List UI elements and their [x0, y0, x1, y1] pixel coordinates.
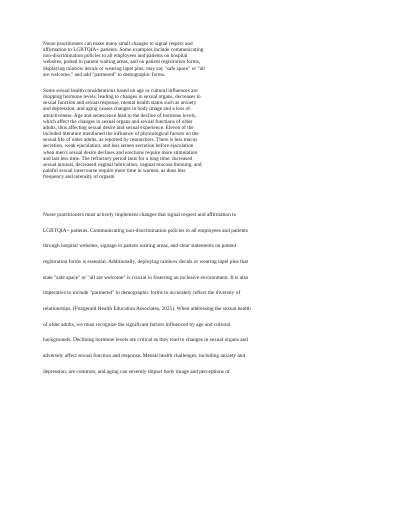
text-line: sexual life of older adults, as reported by researchers. There is less mucus — [43, 137, 198, 144]
text-line: affirmation to LGBTQIA+ patients. Some examples include communicating — [43, 47, 204, 54]
text-line: of older adults, we must recognize the significant factors influenced by age and cultural — [43, 321, 231, 328]
text-line: Nurse practitioners must actively implement changes that signal respect and affirmation to — [43, 212, 237, 218]
text-line: which affect the changes in sexual organs and sexual functions of older — [43, 118, 193, 125]
text-line: registration forms is essential. Additionally, deploying rainbow decals or wearing lapel pins that — [43, 258, 249, 265]
text-line: attractiveness. Age and senescence lead to the decline of hormone levels, — [43, 112, 197, 119]
text-line: sexual arousal, decreased vaginal lubrication, vaginal mucosa thinning, and — [43, 161, 202, 168]
text-line: backgrounds. Declining hormone levels are critical as they lead to changes in sexual organs and — [43, 337, 248, 344]
text-line: adversely affect sexual function and response. Mental health challenges, including anxiety and — [43, 352, 246, 359]
text-line: state "safe space" or "all are welcome" is crucial in fostering an inclusive environment. It is also — [43, 274, 249, 281]
paragraph-sexual-health-age — [43, 88, 361, 180]
text-line: dropping hormone levels, leading to changes in sexual organs, decreases in — [43, 94, 201, 101]
text-line: depression, are common, and aging can severely impact body image and perceptions of — [43, 368, 230, 375]
text-line: LGBTQIA+ patients. Communicating non-discrimination policies to all employees and patients — [43, 227, 248, 234]
text-line: when men's sexual desire declines and erections require more stimulation — [43, 149, 198, 156]
text-line: relationships. (Fitzgerald Health Education Associates, 2025). When addressing the sexual health — [43, 305, 251, 312]
text-line: Some sexual health considerations based on age or cultural influences are — [43, 88, 198, 94]
paragraph-revised-double-spaced — [43, 208, 361, 380]
text-line: frequency and intensity of orgasm — [43, 174, 115, 181]
text-line: and depression, and aging causes changes in body image and a loss of — [43, 106, 190, 113]
text-line: adults, thus affecting sexual desire and sexual experience. Eleven of the — [43, 124, 194, 131]
text-line: Nurse practitioners can make many small changes to signal respect and — [43, 41, 193, 47]
text-line: included literature mentioned the influence of physiological factors on the — [43, 131, 199, 138]
text-line: displaying rainbow decals or wearing lapel pins; may say "safe space" or "all — [43, 65, 205, 72]
text-line: sexual function and sexual response, mental health status such as anxiety — [43, 100, 197, 107]
text-line: imperative to include "partnered" in demographic forms to accurately reflect the diversity of — [43, 290, 241, 297]
text-line: non-discrimination policies to all employees and patients on hospital — [43, 53, 188, 60]
paragraph-lgbtqia-affirmation — [43, 41, 361, 78]
text-line: websites, posted in patient waiting areas, and on patient registration forms, — [43, 59, 201, 66]
text-line: painful sexual intercourse require more time in women, as does less — [43, 168, 186, 175]
text-line: and last less time. The refractory period lasts for a long time. Increased — [43, 155, 193, 162]
text-line: secretion, weak ejaculation, and less semen secretion before ejaculation — [43, 143, 194, 150]
text-line: are welcome," and add "partnered" to demographic forms. — [43, 71, 166, 78]
text-line: through hospital websites, signage in patient waiting areas, and clear statements on patient — [43, 243, 237, 250]
